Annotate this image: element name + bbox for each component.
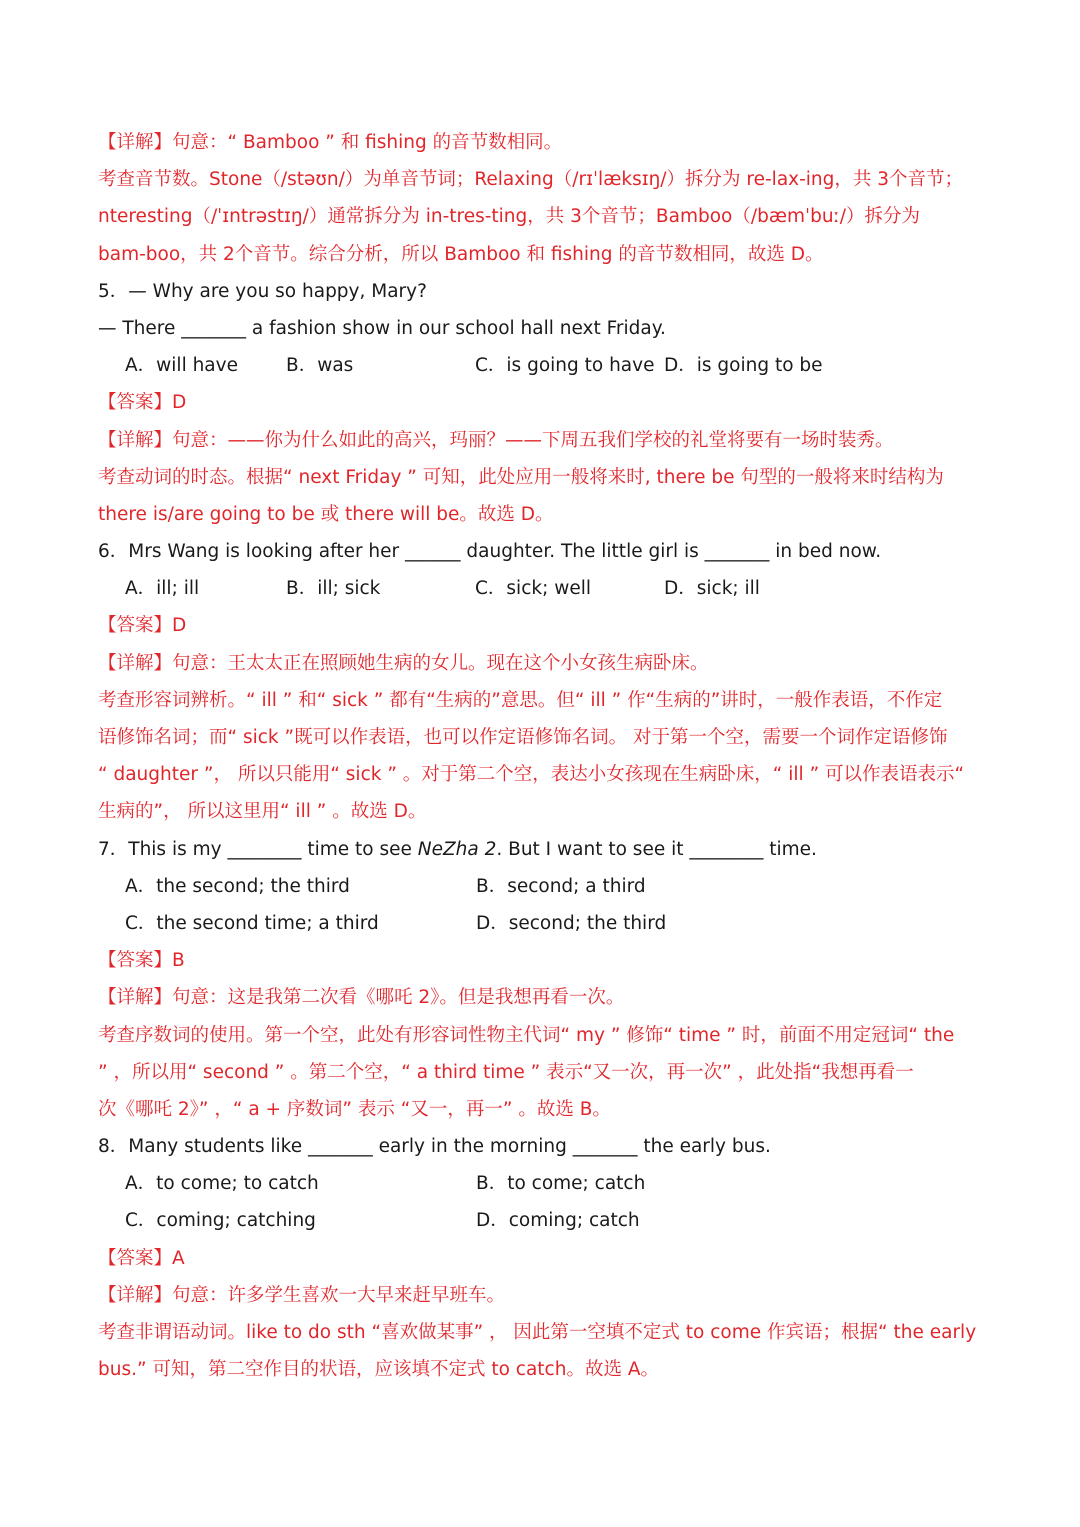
- q6-option-d: D．sick; ill: [664, 578, 760, 600]
- q4-explain-line-1: 考查音节数。Stone（/stəʊn/）为单音节词；Relaxing（/rɪˈlæksɪŋ/）拆分为 re-lax-ing，共 3个音节；: [98, 169, 964, 191]
- q4-detail: 【详解】句意：“ Bamboo ” 和 fishing 的音节数相同。: [98, 132, 563, 153]
- q8-stem: 8．Many students like _______ early in the morning _______ the early bus.: [98, 1136, 771, 1158]
- q5-explain-line-2: there is/are going to be 或 there will be。故选 D。: [98, 503, 554, 525]
- q7-options-row-1: [98, 868, 998, 905]
- q7-stem-part-b: . But I want to see it ________ time.: [496, 838, 817, 860]
- q5-options: [98, 347, 998, 384]
- q5-detail: 【详解】句意：——你为什么如此的高兴，玛丽？——下周五我们学校的礼堂将要有一场时装秀。: [98, 429, 894, 451]
- q7-explain-line-3: 次《哪吒 2》” ，“ a + 序数词” 表示 “又一，再一” 。故选 B。: [98, 1098, 611, 1120]
- q7-detail: 【详解】句意：这是我第二次看《哪吒 2》。但是我想再看一次。: [98, 987, 625, 1009]
- q5-option-a: A．will have: [125, 355, 238, 377]
- q5-option-b: B．was: [286, 355, 354, 377]
- q5-answer: 【答案】D: [98, 392, 187, 414]
- q5-stem-2: — There _______ a fashion show in our school hall next Friday.: [98, 317, 666, 339]
- q7-stem: [98, 831, 998, 868]
- q7-movie-title: NeZha 2: [417, 838, 497, 860]
- q7-option-a: A．the second; the third: [125, 875, 350, 897]
- q5-option-d: D．is going to be: [664, 355, 823, 377]
- q4-explain-line-2: nteresting（/ˈɪntrəstɪŋ/）通常拆分为 in-tres-ting，共 3个音节；Bamboo（/bæmˈbuː/）拆分为: [98, 206, 921, 228]
- q7-answer: 【答案】B: [98, 950, 185, 972]
- q6-answer: 【答案】D: [98, 615, 187, 637]
- q6-option-b: B．ill; sick: [286, 578, 381, 600]
- q8-answer: 【答案】A: [98, 1247, 185, 1269]
- q6-explain-line-4: 生病的”， 所以这里用“ ill ” 。故选 D。: [98, 801, 427, 823]
- q7-explain-line-2: ” ，所以用“ second ” 。第二个空，“ a third time ” 表示“又一次，再一次” ，此处指“我想再看一: [98, 1061, 914, 1083]
- q6-stem: 6．Mrs Wang is looking after her ______ daughter. The little girl is _______ in bed now.: [98, 541, 882, 563]
- q4-explain-line-3: bam-boo，共 2个音节。综合分析，所以 Bamboo 和 fishing 的音节数相同，故选 D。: [98, 243, 824, 265]
- q8-explain-line-2: bus.” 可知，第二空作目的状语，应该填不定式 to catch。故选 A。: [98, 1359, 659, 1381]
- q5-explain-line-1: 考查动词的时态。根据“ next Friday ” 可知，此处应用一般将来时, there be 句型的一般将来时结构为: [98, 466, 944, 488]
- q5-stem-1: 5．— Why are you so happy, Mary?: [98, 280, 427, 302]
- document-page: [98, 124, 998, 1388]
- q7-explain-line-1: 考查序数词的使用。第一个空，此处有形容词性物主代词“ my ” 修饰“ time ” 时，前面不用定冠词“ the: [98, 1024, 955, 1046]
- q7-option-b: B．second; a third: [476, 875, 646, 897]
- q8-option-d: D．coming; catch: [476, 1210, 640, 1232]
- q7-option-d: D．second; the third: [476, 912, 667, 934]
- q6-explain-line-1: 考查形容词辨析。“ ill ” 和“ sick ” 都有“生病的”意思。但“ ill ” 作“生病的”讲时，一般作表语，不作定: [98, 689, 943, 711]
- q6-detail: 【详解】句意：王太太正在照顾她生病的女儿。现在这个小女孩生病卧床。: [98, 652, 709, 674]
- q8-explain-line-1: 考查非谓语动词。like to do sth “喜欢做某事” ， 因此第一空填不定式 to come 作宾语；根据“ the early: [98, 1322, 977, 1343]
- q8-option-b: B．to come; catch: [476, 1173, 646, 1195]
- q7-stem-part-a: 7．This is my ________ time to see: [98, 838, 418, 860]
- q8-options-row-1: [98, 1165, 998, 1202]
- q8-options-row-2: [98, 1202, 998, 1239]
- q6-options: [98, 570, 998, 607]
- q8-option-c: C．coming; catching: [125, 1210, 316, 1232]
- q6-explain-line-2: 语修饰名词；而“ sick ”既可以作表语，也可以作定语修饰名词。 对于第一个空，需要一个词作定语修饰: [98, 727, 948, 748]
- q6-option-c: C．sick; well: [475, 578, 591, 600]
- q7-options-row-2: [98, 905, 998, 942]
- q7-option-c: C．the second time; a third: [125, 912, 379, 934]
- q6-option-a: A．ill; ill: [125, 578, 200, 600]
- q8-option-a: A．to come; to catch: [125, 1173, 319, 1195]
- q5-option-c: C．is going to have: [475, 355, 655, 377]
- q6-explain-line-3: “ daughter ”， 所以只能用“ sick ” 。对于第二个空，表达小女孩现在生病卧床，“ ill ” 可以作表语表示“: [98, 764, 965, 786]
- q8-detail: 【详解】句意：许多学生喜欢一大早来赶早班车。: [98, 1284, 506, 1306]
